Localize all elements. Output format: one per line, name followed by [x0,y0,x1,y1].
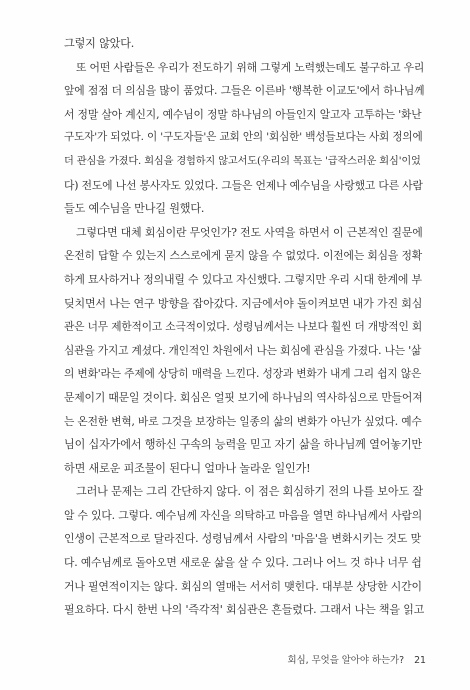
text-line: 더 관심을 가졌다. 회심을 경험하지 않고서도(우리의 목표는 '급작스러운 회심'이었 [64,155,421,167]
page-footer [288,652,426,666]
page-number: 21 [414,655,426,666]
text-line: 인생이 근본적으로 달라진다. 성령님께서 사람의 '마음'을 변화시키는 것도 맞 [64,532,421,546]
text-line: 필요하다. 다시 한번 나의 '즉각적' 회심관은 흔들렸다. 그래서 나는 책을 읽고 [64,603,424,617]
text-line: 다) 전도에 나선 봉사자도 있었다. 그들은 언제나 예수님을 사랑했고 다른 사람 [64,178,423,192]
text-line: 구도자'가 되었다. 이 '구도자들'은 교회 안의 '회심한' 백성들보다는 사회 정의에 [64,131,423,144]
text-line: 그러나 문제는 그리 간단하지 않다. 이 점은 회심하기 전의 나를 보아도 잘 [76,485,423,499]
text-line: 앞에 점점 더 의심을 많이 품었다. 그들은 이른바 '행복한 이교도'에서 하나님께 [64,84,424,98]
text-line: 그렇다면 대체 회심이란 무엇인가? 전도 사역을 하면서 이 근본적인 질문에 [76,225,423,239]
text-line: 알 수 있다. 그렇다. 예수님께 자신을 의탁하고 마음을 열면 하나님께서 사람의 [64,508,423,522]
body-text [64,32,424,622]
text-line: 하면 새로운 피조물이 된다니 얼마나 놀라운 일인가! [64,461,311,475]
text-line: 온전히 답할 수 있는지 스스로에게 묻지 않을 수 없었다. 이전에는 회심을 정확 [64,249,423,263]
text-line: 관은 너무 제한적이고 소극적이었다. 성령님께서는 나보다 훨씬 더 개방적인 회 [64,320,423,334]
text-line: 그렇지 않았다. [64,37,135,50]
text-line: 는 온전한 변혁, 바로 그것을 보장하는 일종의 삶의 변화가 아닌가 싶었다. 예수 [64,414,422,428]
text-line: 거나 필연적이지는 않다. 회심의 열매는 서서히 맺힌다. 대부분 상당한 시간이 [64,579,422,593]
text-line: 의 변화'라는 주제에 상당히 매력을 느낀다. 성장과 변화가 내게 그리 쉽지 않은 [64,367,422,381]
text-line: 다. 예수님께로 돌아오면 새로운 삶을 살 수 있다. 그러나 어느 것 하나 너무 쉽 [64,556,422,570]
text-line: 하게 묘사하거나 정의내릴 수 있다고 자신했다. 그렇지만 우리 시대 한계에 부 [64,272,422,286]
text-line: 서 정말 살아 계신지, 예수님이 정말 하나님의 아들인지 알고자 고투하는 '화난 [64,107,422,121]
running-title: 회심, 무엇을 알아야 하는가? [287,655,405,666]
text-line: 님이 십자가에서 행하신 구속의 능력을 믿고 자기 삶을 하나님께 열어놓기만 [64,438,422,452]
text-line: 또 어떤 사람들은 우리가 전도하기 위해 그렇게 노력했는데도 불구하고 우리 [76,60,424,74]
text-line: 들도 예수님을 만나길 원했다. [64,202,205,216]
text-line: 심관을 가지고 계셨다. 개인적인 차원에서 나는 회심에 관심을 가졌다. 나는 '삶 [64,343,422,357]
text-line: 딪치면서 나는 연구 방향을 잡아갔다. 지금에서야 돌이켜보면 내가 가진 회심 [64,296,423,310]
text-line: 문제이기 때문일 것이다. 회심은 얼핏 보기에 하나님의 역사하심으로 만들어져 [64,390,423,404]
